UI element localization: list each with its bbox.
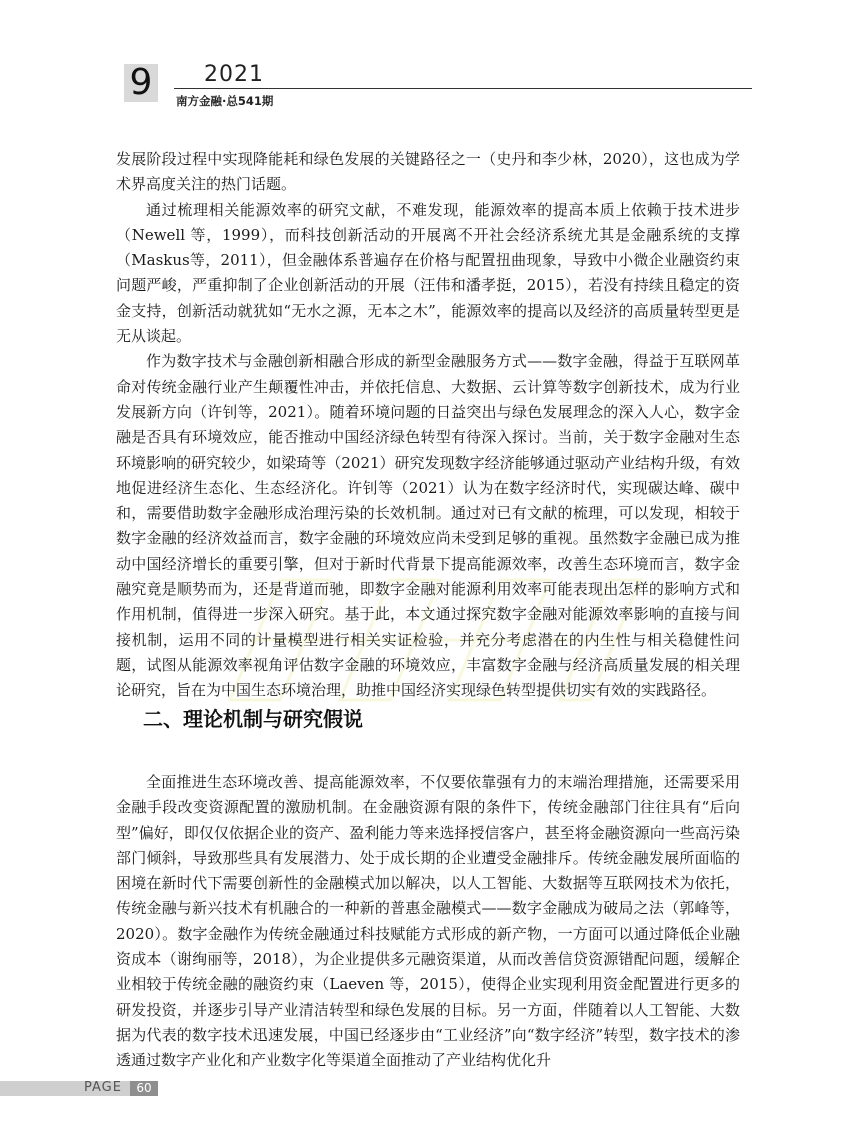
paragraph-4: 全面推进生态环境改善、提高能源效率，不仅要依靠强有力的末端治理措施，还需要采用金融手段改变资源配置的激励机制。在金融资源有限的条件下，传统金融部门往往具有“后向型”偏好，即仅仅依据企业的资产、盈利能力等来选择授信客户，甚至将金融资源向一些高污染部门倾斜，导致那些具有发展潜力、处于成长期的企业遭受金融排斥。传统金融发展所面临的困境在新时代下需要创新性的金融模式加以解决，以人工智能、大数据等互联网技术为依托，传统金融与新兴技术有机融合的一种新的普惠金融模式——数字金融成为破局之法（郭峰等，2020）。数字金融作为传统金融通过科技赋能方式形成的新产物，一方面可以通过降低企业融资成本（谢绚丽等，2018），为企业提供多元融资渠道，从而改善信贷资源错配问题，缓解企业相较于传统金融的融资约束（Laeven 等，2015），使得企业实现利用资金配置进行更多的研发投资，并逐步引导产业清洁转型和绿色发展的目标。另一方面，伴随着以人工智能、大数据为代表的数字技术迅速发展，中国已经逐步由“工业经济”向“数字经济”转型，数字技术的渗透通过数字产业化和产业数字化等渠道全面推动了产业结构优化升 bbox=[116, 773, 740, 1070]
paragraph-1: 发展阶段过程中实现降能耗和绿色发展的关键路径之一（史丹和李少林，2020），这也成为学术界高度关注的热门话题。 bbox=[116, 150, 740, 194]
journal-name: 南方金融·总541期 bbox=[176, 94, 274, 108]
section-heading: 二、理论机制与研究假说 bbox=[143, 707, 363, 731]
paragraph-3: 作为数字技术与金融创新相融合形成的新型金融服务方式——数字金融，得益于互联网革命对传统金融行业产生颠覆性冲击，并依托信息、大数据、云计算等数字创新技术，成为行业发展新方向（许钊等，2021）。随着环境问题的日益突出与绿色发展理念的深入人心，数字金融是否具有环境效应，能否推动中国经济绿色转型有待深入探讨。当前，关于数字金融对生态环境影响的研究较少，如梁琦等（2021）研究发现数字经济能够通过驱动产业结构升级，有效地促进经济生态化、生态经济化。许钊等（2021）认为在数字经济时代，实现碳达峰、碳中和，需要借助数字金融形成治理污染的长效机制。通过对已有文献的梳理，可以发现，相较于数字金融的经济效益而言，数字金融的环境效应尚未受到足够的重视。虽然数字金融已成为推动中国经济增长的重要引擎，但对于新时代背景下提高能源效率，改善生态环境而言，数字金融究竟是顺势而为，还是背道而驰，即数字金融对能源利用效率可能表现出怎样的影响方式和作用机制，值得进一步深入研究。基于此，本文通过探究数字金融对能源效率影响的直接与间接机制，运用不同的计量模型进行相关实证检验，并充分考虑潜在的内生性与相关稳健性问题，试图从能源效率视角评估数字金融的环境效应，丰富数字金融与经济高质量发展的相关理论研究，旨在为中国生态环境治理，助推中国经济实现绿色转型提供切实有效的实践路径。 bbox=[116, 352, 740, 700]
page-number: 60 bbox=[130, 1081, 158, 1096]
header-year: 2021 bbox=[204, 62, 264, 87]
paragraph-2: 通过梳理相关能源效率的研究文献，不难发现，能源效率的提高本质上依赖于技术进步（Newell 等，1999），而科技创新活动的开展离不开社会经济系统尤其是金融系统的支撑（Maskus等，2011），但金融体系普遍存在价格与配置扭曲现象，导致中小微企业融资约束问题严峻，严重抑制了企业创新活动的开展（汪伟和潘孝挺，2015），若没有持续且稳定的资金支持，创新活动就犹如“无水之源，无本之木”，能源效率的提高以及经济的高质量转型更是无从谈起。 bbox=[116, 200, 740, 346]
body-text-top bbox=[116, 147, 740, 704]
issue-number-box: 9 bbox=[124, 64, 158, 102]
body-text-bottom bbox=[116, 770, 740, 1074]
page-label: PAGE bbox=[84, 1080, 122, 1095]
page-header bbox=[0, 0, 850, 120]
header-rule bbox=[174, 88, 752, 89]
